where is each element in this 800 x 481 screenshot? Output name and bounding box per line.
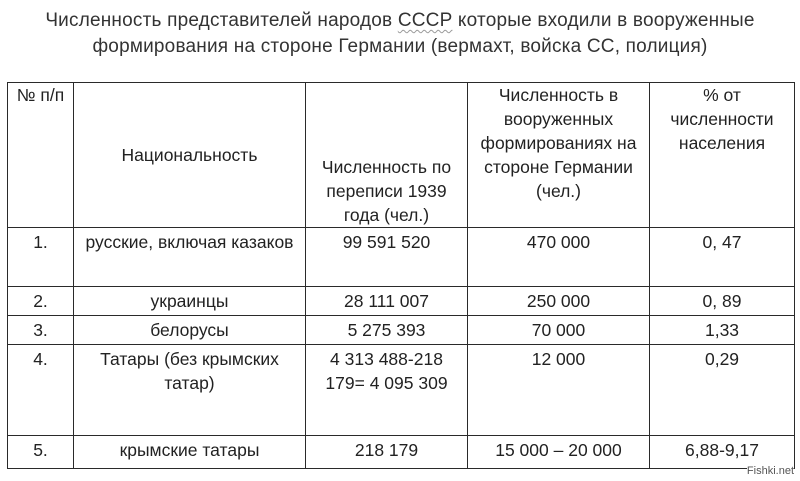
row-armed: 250 000 [468,287,650,316]
table-row [8,345,795,436]
row-census: 4 313 488-218 179= 4 095 309 [306,345,468,436]
header-nationality: Национальность [74,83,306,228]
title-line-1 [0,8,800,34]
row-armed: 15 000 – 20 000 [468,436,650,469]
header-number: № п/п [8,83,74,228]
table-header-row [8,83,795,228]
row-nationality: украинцы [74,287,306,316]
table-row [8,316,795,345]
row-nationality: русские, включая казаков [74,228,306,287]
row-percent: 0, 89 [650,287,795,316]
row-percent: 6,88-9,17 [650,436,795,469]
table-row [8,436,795,469]
title-line-2: формирования на стороне Германии (вермахт, войска СС, полиция) [92,36,708,57]
row-percent: 0,29 [650,345,795,436]
row-number: 2. [8,287,74,316]
data-table [7,82,795,469]
row-percent: 0, 47 [650,228,795,287]
row-census: 28 111 007 [306,287,468,316]
row-armed: 470 000 [468,228,650,287]
row-number: 3. [8,316,74,345]
row-percent: 1,33 [650,316,795,345]
row-census: 218 179 [306,436,468,469]
row-nationality: крымские татары [74,436,306,469]
row-nationality: Татары (без крымских татар) [74,345,306,436]
title-suffix: которые входили в вооруженные [452,10,755,31]
row-number: 4. [8,345,74,436]
title-ussr: СССР [397,10,453,31]
header-census: Численность по переписи 1939 года (чел.) [306,83,468,228]
title-prefix: Численность представителей народов [45,10,398,31]
table-row [8,287,795,316]
row-census: 99 591 520 [306,228,468,287]
table-row [8,228,795,287]
document-title [0,8,800,60]
row-armed: 70 000 [468,316,650,345]
row-armed: 12 000 [468,345,650,436]
header-percent: % от численности населения [650,83,795,228]
watermark: Fishki.net [746,465,794,477]
row-number: 5. [8,436,74,469]
row-number: 1. [8,228,74,287]
row-nationality: белорусы [74,316,306,345]
row-census: 5 275 393 [306,316,468,345]
header-armed: Численность в вооруженных формированиях на стороне Германии (чел.) [468,83,650,228]
